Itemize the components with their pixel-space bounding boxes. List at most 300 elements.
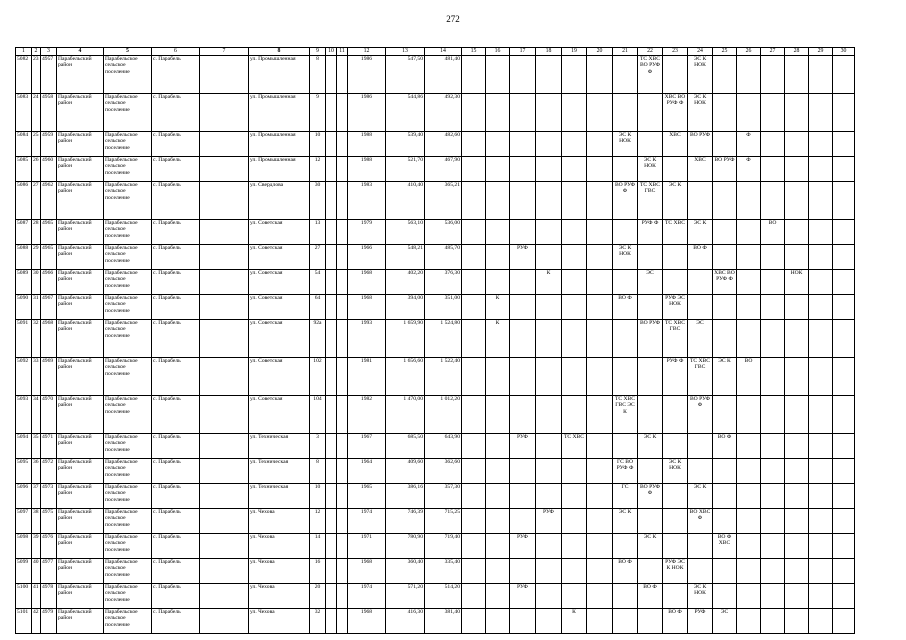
column-header-9: 9 [310,48,326,56]
cell-col-13: 1 470,00 [386,396,425,434]
cell-col-17 [510,94,536,132]
cell-col-29 [809,295,833,320]
cell-col-15 [462,270,486,295]
cell-col-11 [337,94,348,132]
cell-col-3: 4958 [41,94,57,132]
cell-col-1: 5086 [16,182,32,220]
cell-col-18 [536,559,562,584]
cell-col-21: ВО Ф [613,559,638,584]
cell-col-18 [536,396,562,434]
cell-col-20 [587,509,613,534]
column-header-26: 26 [737,48,761,56]
cell-col-13: 1 656,60 [386,358,425,396]
cell-col-1: 5085 [16,157,32,182]
cell-col-28 [785,584,809,609]
cell-col-12: 1988 [348,132,386,157]
cell-col-1: 5088 [16,245,32,270]
cell-col-22 [638,396,663,434]
cell-col-11 [337,534,348,559]
table-row [16,358,855,396]
cell-col-7 [200,94,249,132]
cell-col-9: 64 [310,295,326,320]
cell-col-10 [326,270,337,295]
cell-col-13: 521,70 [386,157,425,182]
cell-col-29 [809,396,833,434]
cell-col-4: Парабельский район [57,484,104,509]
cell-col-7 [200,559,249,584]
cell-col-17 [510,132,536,157]
cell-col-18 [536,320,562,358]
cell-col-10 [326,459,337,484]
cell-col-29 [809,358,833,396]
cell-col-10 [326,295,337,320]
cell-col-15 [462,484,486,509]
cell-col-22: ТС ХВС ВО РУФ Ф [638,56,663,94]
column-header-30: 30 [833,48,855,56]
cell-col-6: с. Парабель [152,358,200,396]
cell-col-29 [809,270,833,295]
cell-col-7 [200,270,249,295]
cell-col-18 [536,434,562,459]
cell-col-14: 485,70 [425,245,462,270]
table-row [16,295,855,320]
cell-col-10 [326,94,337,132]
cell-col-22 [638,245,663,270]
cell-col-14: 514,20 [425,584,462,609]
column-header-15: 15 [462,48,486,56]
cell-col-28 [785,157,809,182]
cell-col-8: ул. Промышленная [249,56,310,94]
cell-col-12: 1968 [348,609,386,634]
cell-col-19 [562,270,587,295]
table-row [16,434,855,459]
cell-col-21 [613,270,638,295]
cell-col-21 [613,157,638,182]
cell-col-9: 104 [310,396,326,434]
cell-col-29 [809,56,833,94]
cell-col-18 [536,94,562,132]
cell-col-24: ВО РУФ [688,132,713,157]
column-header-13: 13 [386,48,425,56]
cell-col-15 [462,358,486,396]
cell-col-20 [587,396,613,434]
cell-col-6: с. Парабель [152,459,200,484]
cell-col-11 [337,484,348,509]
cell-col-10 [326,534,337,559]
cell-col-28 [785,459,809,484]
cell-col-23 [663,484,688,509]
cell-col-22: ЭС [638,270,663,295]
cell-col-22: ВО Ф [638,584,663,609]
cell-col-22: ВО РУФ Ф [638,484,663,509]
cell-col-23: ВО Ф [663,609,688,634]
cell-col-14: 1 524,80 [425,320,462,358]
cell-col-20 [587,320,613,358]
cell-col-26 [737,509,761,534]
cell-col-16 [486,245,510,270]
cell-col-18 [536,56,562,94]
cell-col-29 [809,434,833,459]
cell-col-6: с. Парабель [152,94,200,132]
cell-col-13: 409,60 [386,459,425,484]
cell-col-5: Парабельское сельское поселение [104,245,152,270]
table-row [16,220,855,245]
cell-col-16 [486,509,510,534]
cell-col-5: Парабельское сельское поселение [104,434,152,459]
cell-col-28 [785,434,809,459]
cell-col-9: 92а [310,320,326,358]
cell-col-3: 4970 [41,396,57,434]
cell-col-5: Парабельское сельское поселение [104,396,152,434]
cell-col-14: 1 012,20 [425,396,462,434]
cell-col-16 [486,56,510,94]
cell-col-4: Парабельский район [57,220,104,245]
cell-col-24 [688,270,713,295]
cell-col-9: 30 [310,182,326,220]
cell-col-11 [337,559,348,584]
cell-col-7 [200,157,249,182]
cell-col-4: Парабельский район [57,609,104,634]
cell-col-27 [761,157,785,182]
cell-col-12: 1967 [348,434,386,459]
cell-col-12: 1986 [348,56,386,94]
cell-col-3: 4968 [41,320,57,358]
column-header-10: 10 [326,48,337,56]
cell-col-13: 571,20 [386,584,425,609]
cell-col-30 [833,459,855,484]
cell-col-27 [761,320,785,358]
cell-col-30 [833,509,855,534]
cell-col-14: 365,21 [425,182,462,220]
cell-col-12: 1966 [348,245,386,270]
cell-col-15 [462,320,486,358]
cell-col-20 [587,270,613,295]
cell-col-23 [663,434,688,459]
cell-col-15 [462,559,486,584]
cell-col-15 [462,584,486,609]
cell-col-25: ЭС К [713,358,737,396]
cell-col-11 [337,459,348,484]
column-header-20: 20 [587,48,613,56]
cell-col-26: Ф [737,157,761,182]
cell-col-20 [587,609,613,634]
cell-col-21 [613,534,638,559]
cell-col-27 [761,56,785,94]
table-body [16,56,855,634]
cell-col-26 [737,559,761,584]
cell-col-23 [663,270,688,295]
cell-col-20 [587,484,613,509]
cell-col-2: 28 [32,220,41,245]
cell-col-14: 467,90 [425,157,462,182]
cell-col-28 [785,220,809,245]
table-row [16,56,855,94]
cell-col-16 [486,584,510,609]
cell-col-21: ЭС К [613,509,638,534]
cell-col-1: 5091 [16,320,32,358]
cell-col-18 [536,245,562,270]
cell-col-8: ул. Техническая [249,459,310,484]
cell-col-1: 5100 [16,584,32,609]
column-header-28: 28 [785,48,809,56]
column-header-22: 22 [638,48,663,56]
cell-col-8: ул. Чехова [249,559,310,584]
cell-col-21 [613,584,638,609]
cell-col-24: ЭС К НОК [688,94,713,132]
cell-col-4: Парабельский район [57,434,104,459]
cell-col-22 [638,609,663,634]
cell-col-8: ул. Советская [249,245,310,270]
cell-col-24: ЭС [688,320,713,358]
cell-col-25 [713,584,737,609]
column-header-18: 18 [536,48,562,56]
cell-col-29 [809,584,833,609]
column-header-21: 21 [613,48,638,56]
cell-col-26 [737,270,761,295]
register-table [15,47,855,634]
cell-col-11 [337,56,348,94]
cell-col-23 [663,509,688,534]
cell-col-21: ТС ХВС ГВС ЭС К [613,396,638,434]
cell-col-13: 563,10 [386,220,425,245]
cell-col-21: ВО РУФ Ф [613,182,638,220]
cell-col-12: 1982 [348,396,386,434]
cell-col-6: с. Парабель [152,609,200,634]
cell-col-12: 1981 [348,358,386,396]
page-number: 272 [446,14,460,24]
cell-col-10 [326,609,337,634]
cell-col-25 [713,220,737,245]
cell-col-25: ВО Ф [713,434,737,459]
cell-col-7 [200,245,249,270]
cell-col-21: ГС [613,484,638,509]
cell-col-30 [833,484,855,509]
cell-col-19 [562,295,587,320]
cell-col-27: ВО [761,220,785,245]
cell-col-15 [462,295,486,320]
cell-col-29 [809,94,833,132]
cell-col-21 [613,320,638,358]
cell-col-11 [337,270,348,295]
cell-col-28 [785,509,809,534]
cell-col-16 [486,182,510,220]
cell-col-27 [761,245,785,270]
cell-col-16 [486,270,510,295]
cell-col-1: 5096 [16,484,32,509]
cell-col-10 [326,584,337,609]
cell-col-13: 410,40 [386,182,425,220]
cell-col-7 [200,459,249,484]
cell-col-6: с. Парабель [152,584,200,609]
cell-col-13: 685,50 [386,434,425,459]
table-row [16,584,855,609]
cell-col-4: Парабельский район [57,396,104,434]
cell-col-23 [663,245,688,270]
cell-col-12: 1979 [348,220,386,245]
cell-col-17 [510,358,536,396]
cell-col-6: с. Парабель [152,320,200,358]
cell-col-2: 41 [32,584,41,609]
cell-col-10 [326,245,337,270]
cell-col-6: с. Парабель [152,157,200,182]
cell-col-18 [536,584,562,609]
cell-col-17 [510,320,536,358]
cell-col-17 [510,396,536,434]
cell-col-24: ВО ХВС Ф [688,509,713,534]
cell-col-8: ул. Советская [249,295,310,320]
cell-col-5: Парабельское сельское поселение [104,609,152,634]
cell-col-5: Парабельское сельское поселение [104,132,152,157]
cell-col-2: 24 [32,94,41,132]
cell-col-29 [809,484,833,509]
cell-col-27 [761,182,785,220]
column-header-23: 23 [663,48,688,56]
cell-col-30 [833,157,855,182]
cell-col-12: 1971 [348,534,386,559]
cell-col-23: ХВС [663,132,688,157]
cell-col-3: 4977 [41,559,57,584]
cell-col-30 [833,56,855,94]
cell-col-3: 4957 [41,56,57,94]
cell-col-25 [713,132,737,157]
cell-col-4: Парабельский район [57,320,104,358]
cell-col-12: 1968 [348,270,386,295]
cell-col-22: ВО РУФ [638,320,663,358]
cell-col-8: ул. Промышленная [249,157,310,182]
cell-col-25: ВО Ф ХВС [713,534,737,559]
cell-col-5: Парабельское сельское поселение [104,182,152,220]
cell-col-29 [809,609,833,634]
cell-col-17 [510,56,536,94]
cell-col-18 [536,459,562,484]
cell-col-20 [587,245,613,270]
cell-col-15 [462,609,486,634]
cell-col-22: ЭС К [638,534,663,559]
cell-col-8: ул. Промышленная [249,94,310,132]
cell-col-19 [562,509,587,534]
cell-col-5: Парабельское сельское поселение [104,157,152,182]
cell-col-24: ТС ХВС ГВС [688,358,713,396]
cell-col-23: ЭС К [663,182,688,220]
cell-col-3: 4978 [41,584,57,609]
column-header-29: 29 [809,48,833,56]
cell-col-3: 4979 [41,609,57,634]
table-row [16,609,855,634]
cell-col-18 [536,220,562,245]
cell-col-10 [326,396,337,434]
cell-col-22: ЭС К НОК [638,157,663,182]
cell-col-14: 335,40 [425,559,462,584]
cell-col-26 [737,295,761,320]
cell-col-1: 5089 [16,270,32,295]
cell-col-18 [536,157,562,182]
cell-col-23 [663,534,688,559]
cell-col-24 [688,434,713,459]
cell-col-15 [462,459,486,484]
cell-col-21 [613,94,638,132]
cell-col-19: К [562,609,587,634]
cell-col-3: 4971 [41,434,57,459]
cell-col-3: 4960 [41,157,57,182]
cell-col-22: ТС ХВС ГВС [638,182,663,220]
cell-col-28 [785,94,809,132]
cell-col-6: с. Парабель [152,559,200,584]
column-header-3: 3 [41,48,57,56]
cell-col-20 [587,434,613,459]
table-row [16,94,855,132]
cell-col-19 [562,559,587,584]
cell-col-25: ХВС ВО РУФ Ф [713,270,737,295]
cell-col-3: 4967 [41,295,57,320]
cell-col-14: 1 522,40 [425,358,462,396]
cell-col-26: Ф [737,132,761,157]
cell-col-5: Парабельское сельское поселение [104,509,152,534]
cell-col-17 [510,270,536,295]
table-row [16,270,855,295]
cell-col-19 [562,534,587,559]
cell-col-2: 23 [32,56,41,94]
cell-col-16 [486,534,510,559]
cell-col-2: 27 [32,182,41,220]
cell-col-20 [587,295,613,320]
cell-col-10 [326,132,337,157]
cell-col-29 [809,182,833,220]
cell-col-27 [761,396,785,434]
cell-col-12: 1974 [348,509,386,534]
cell-col-25 [713,295,737,320]
cell-col-11 [337,434,348,459]
cell-col-10 [326,358,337,396]
cell-col-27 [761,132,785,157]
cell-col-13: 360,40 [386,559,425,584]
cell-col-20 [587,132,613,157]
cell-col-21: ЭС К НОК [613,245,638,270]
cell-col-25 [713,56,737,94]
cell-col-29 [809,459,833,484]
cell-col-21 [613,56,638,94]
cell-col-2: 25 [32,132,41,157]
cell-col-20 [587,56,613,94]
cell-col-25 [713,459,737,484]
cell-col-2: 30 [32,270,41,295]
cell-col-30 [833,584,855,609]
column-header-5: 5 [104,48,152,56]
cell-col-26 [737,320,761,358]
cell-col-8: ул. Советская [249,396,310,434]
cell-col-3: 4976 [41,534,57,559]
table-row [16,320,855,358]
cell-col-9: 54 [310,270,326,295]
cell-col-14: 536,00 [425,220,462,245]
cell-col-8: ул. Чехова [249,509,310,534]
cell-col-3: 4969 [41,358,57,396]
cell-col-9: 12 [310,509,326,534]
cell-col-17: РУФ [510,534,536,559]
cell-col-6: с. Парабель [152,245,200,270]
cell-col-9: 27 [310,245,326,270]
cell-col-20 [587,459,613,484]
column-header-16: 16 [486,48,510,56]
cell-col-19 [562,132,587,157]
cell-col-27 [761,459,785,484]
cell-col-2: 31 [32,295,41,320]
cell-col-9: 9 [310,94,326,132]
cell-col-30 [833,295,855,320]
cell-col-28 [785,396,809,434]
cell-col-29 [809,132,833,157]
cell-col-13: 1 659,90 [386,320,425,358]
cell-col-4: Парабельский район [57,459,104,484]
